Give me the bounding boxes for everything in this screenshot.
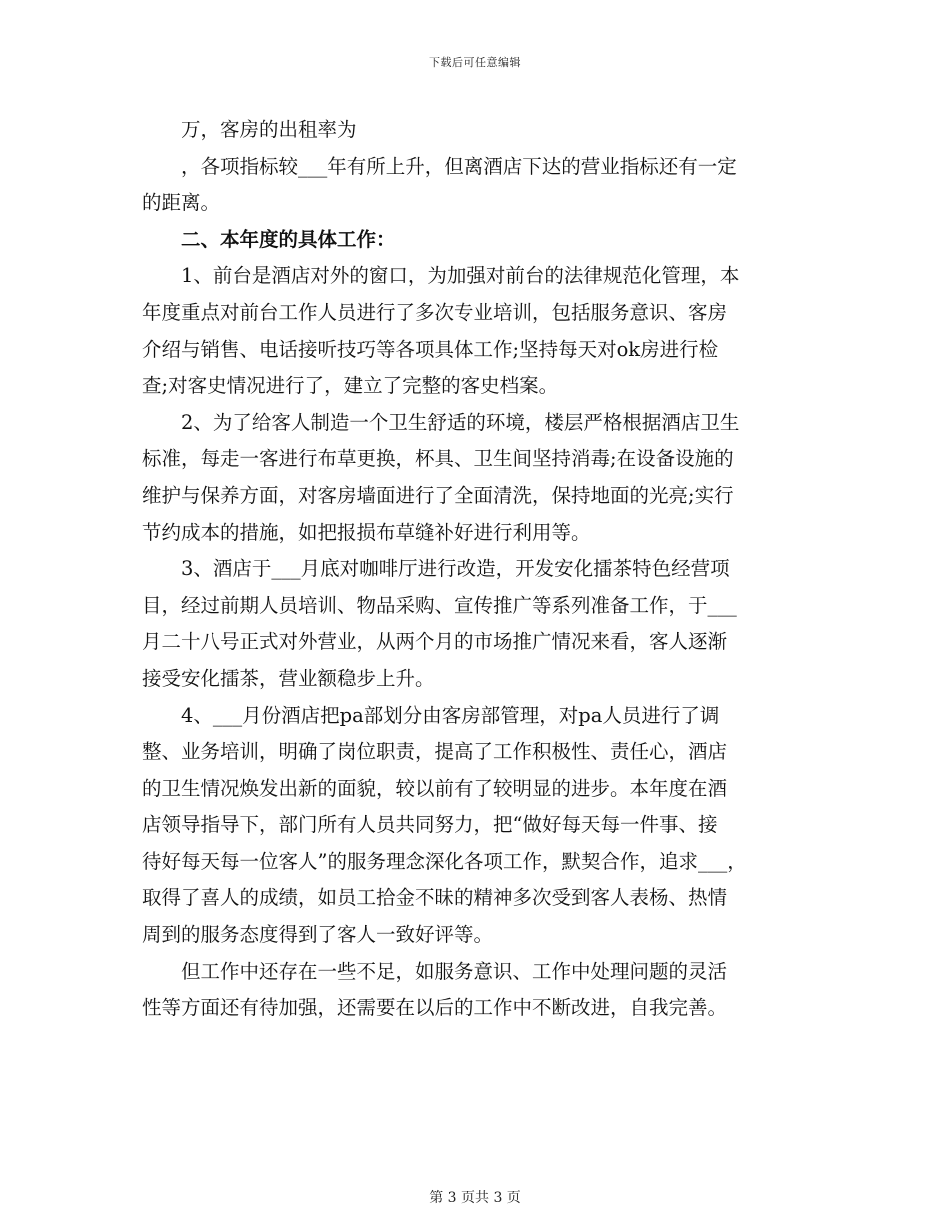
text-line: 节约成本的措施，如把报损布草缝补好进行利用等。: [142, 520, 591, 544]
text-line: 整、业务培训，明确了岗位职责，提高了工作积极性、责任心，酒店: [142, 740, 728, 764]
text-line: 2、为了给客人制造一个卫生舒适的环境，楼层严格根据酒店卫生: [181, 410, 740, 434]
paragraph-indicators: [142, 149, 810, 222]
text-line: 年度重点对前台工作人员进行了多次专业培训，包括服务意识、客房: [142, 300, 728, 324]
paragraph-item-2: [142, 405, 810, 551]
paragraph-item-4: [142, 698, 810, 954]
text-line: 万，客房的出租率为: [181, 118, 357, 141]
text-line: 查;对客史情况进行了，建立了完整的客史档案。: [142, 374, 559, 398]
text-line: 但工作中还存在一些不足，如服务意识、工作中处理问题的灵活: [181, 959, 728, 983]
text-line: 月二十八号正式对外营业，从两个月的市场推广情况来看，客人逐渐: [142, 630, 728, 654]
paragraph-shortcomings: [142, 954, 810, 1027]
page-header: 下载后可任意编辑: [429, 56, 521, 69]
section-heading: [142, 222, 810, 259]
text-line: ，各项指标较___年有所上升，但离酒店下达的营业指标还有一定: [181, 154, 737, 178]
text-line: 的距离。: [142, 191, 221, 215]
text-line: 维护与保养方面，对客房墙面进行了全面清洗，保持地面的光亮;实行: [142, 483, 734, 507]
text-line: 标准，每走一客进行布草更换，杯具、卫生间坚持消毒;在设备设施的: [142, 447, 734, 471]
paragraph-item-3: [142, 551, 810, 697]
text-line: 接受安化擂茶，营业额稳步上升。: [142, 666, 435, 690]
text-line: 待好每天每一位客人”的服务理念深化各项工作，默契合作，追求___，: [142, 849, 747, 873]
text-line: 周到的服务态度得到了客人一致好评等。: [142, 923, 494, 947]
text-line: 1、前台是酒店对外的窗口，为加强对前台的法律规范化管理，本: [181, 264, 740, 288]
text-line: 取得了喜人的成绩，如员工拾金不昧的精神多次受到客人表杨、热情: [142, 886, 728, 910]
paragraph-intro-line: [142, 112, 810, 149]
text-line: 4、___月份酒店把pa部划分由客房部管理，对pa人员进行了调: [181, 703, 720, 727]
text-line: 目，经过前期人员培训、物品采购、宣传推广等系列准备工作，于___: [142, 593, 737, 617]
document-body: [142, 112, 810, 1027]
text-line: 介绍与销售、电话接听技巧等各项具体工作;坚持每天对ok房进行检: [142, 337, 719, 361]
paragraph-item-1: [142, 258, 810, 404]
page-footer: 第 3 页共 3 页: [429, 1190, 521, 1206]
heading-text: 二、本年度的具体工作：: [181, 227, 396, 251]
text-line: 性等方面还有待加强，还需要在以后的工作中不断改进，自我完善。: [142, 996, 728, 1020]
text-line: 店领导指导下，部门所有人员共同努力，把“做好每天每一件事、接: [142, 813, 718, 837]
text-line: 的卫生情况焕发出新的面貌，较以前有了较明显的进步。本年度在酒: [142, 776, 728, 800]
text-line: 3、酒店于___月底对咖啡厅进行改造，开发安化擂茶特色经营项: [181, 557, 730, 581]
